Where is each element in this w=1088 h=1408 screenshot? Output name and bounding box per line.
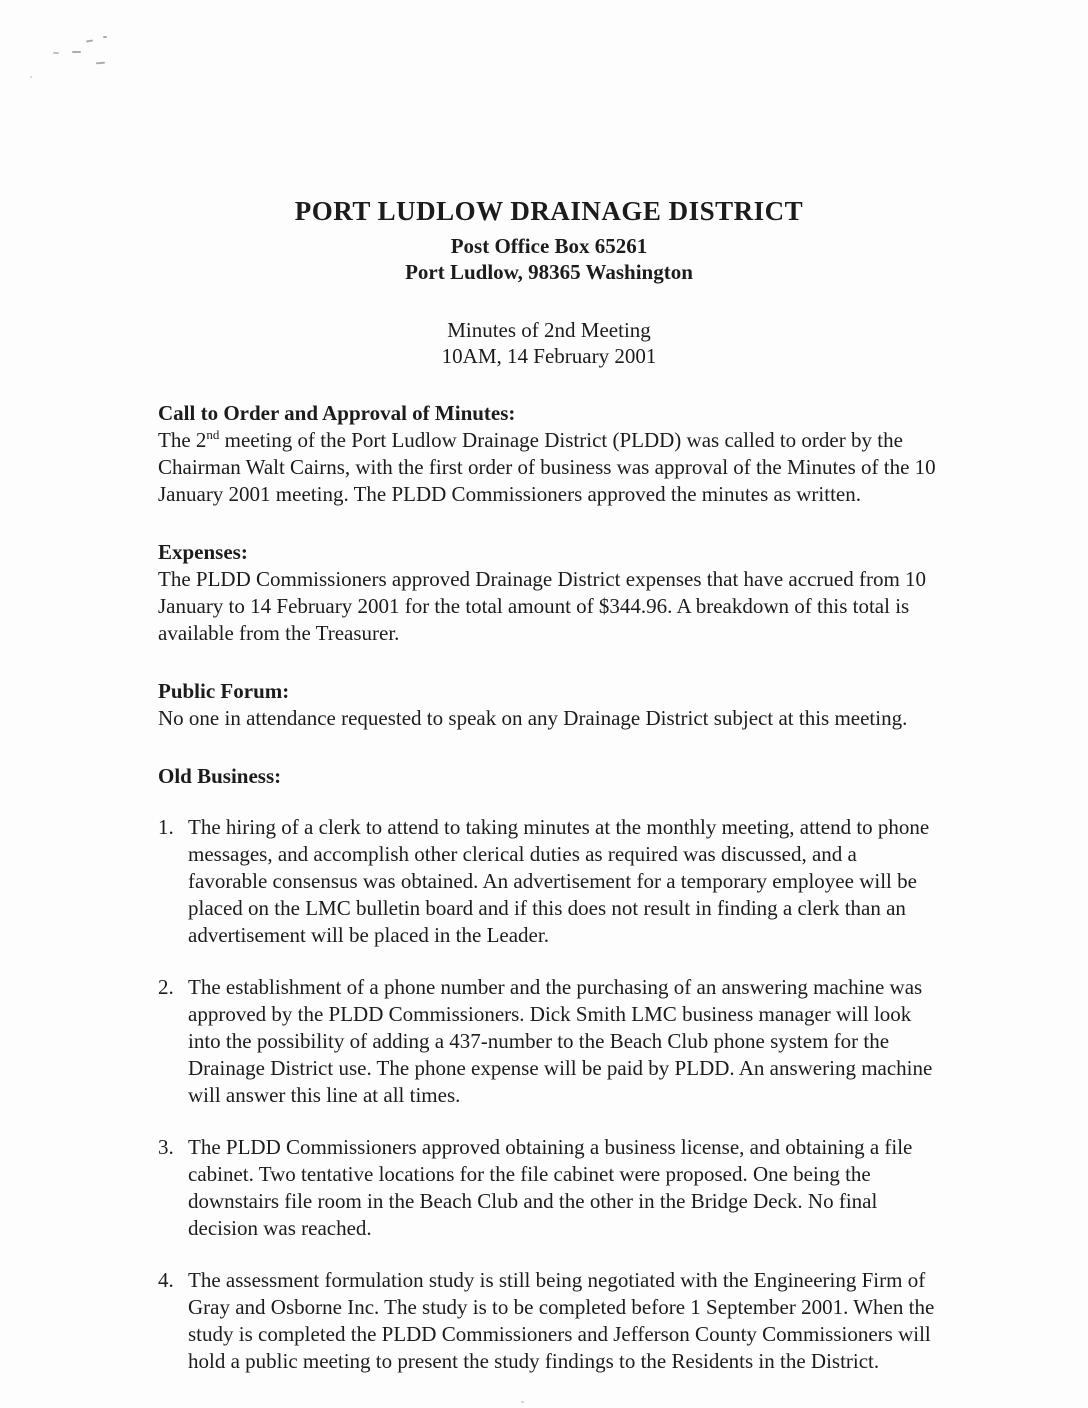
section-heading-expenses: Expenses: bbox=[158, 540, 248, 564]
scan-artifact bbox=[521, 1401, 524, 1403]
meeting-title: Minutes of 2nd Meeting bbox=[447, 318, 651, 342]
scan-artifact bbox=[53, 52, 59, 55]
ordinal-superscript: nd bbox=[206, 427, 220, 442]
body-text: The 2 bbox=[158, 428, 207, 452]
list-item bbox=[158, 1267, 940, 1375]
scan-artifact bbox=[72, 51, 81, 53]
section-call-to-order bbox=[158, 400, 940, 508]
list-item-number: 2. bbox=[158, 975, 174, 999]
address-line-po-box: Post Office Box 65261 bbox=[450, 234, 648, 258]
address-line-city: Port Ludlow, 98365 Washington bbox=[405, 260, 693, 284]
scan-artifact bbox=[96, 62, 105, 65]
document-header bbox=[158, 196, 940, 369]
list-item-number: 1. bbox=[158, 815, 174, 839]
section-heading-old-business: Old Business: bbox=[158, 764, 282, 788]
list-item-text: The hiring of a clerk to attend to taking minutes at the monthly meeting, attend to phone messages, and accomplish other clerical duties as required was discussed, and a favorable consensus was obtained. An advertisement for a temporary employee will be placed on the LMC bulletin board and if this does not result in finding a clerk than an advertisement will be placed in the Leader. bbox=[188, 815, 930, 947]
document-content bbox=[158, 196, 940, 1400]
list-item bbox=[158, 814, 940, 949]
section-body-call-to-order bbox=[158, 427, 940, 508]
body-text: meeting of the Port Ludlow Drainage District (PLDD) was called to order by the Chairman Walt Cairns, with the first order of business was approval of the Minutes of the 10 January 2001 meeting. The PLDD Commissioners approved the minutes as written. bbox=[158, 428, 936, 506]
list-item-text: The assessment formulation study is still being negotiated with the Engineering Firm of Gray and Osborne Inc. The study is to be completed before 1 September 2001. When the study is completed the PLDD Commissioners and Jefferson County Commissioners will hold a public meeting to present the study findings to the Residents in the District. bbox=[188, 1268, 935, 1373]
section-public-forum bbox=[158, 678, 940, 732]
list-item bbox=[158, 974, 940, 1109]
section-heading-public-forum: Public Forum: bbox=[158, 679, 290, 703]
section-body-public-forum: No one in attendance requested to speak on any Drainage District subject at this meeting. bbox=[158, 706, 908, 730]
list-item bbox=[158, 1134, 940, 1242]
list-item-text: The PLDD Commissioners approved obtaining a business license, and obtaining a file cabinet. Two tentative locations for the file cabinet were proposed. One being the downstairs file room in the Beach Club and the other in the Bridge Deck. No final decision was reached. bbox=[188, 1135, 913, 1240]
page-title: PORT LUDLOW DRAINAGE DISTRICT bbox=[294, 196, 804, 226]
list-item-number: 3. bbox=[158, 1135, 174, 1159]
scan-artifact bbox=[86, 40, 93, 43]
old-business-list bbox=[158, 814, 940, 1375]
list-item-number: 4. bbox=[158, 1268, 174, 1292]
list-item-text: The establishment of a phone number and the purchasing of an answering machine was approved by the PLDD Commissioners. Dick Smith LMC business manager will look into the possibility of adding a 437-number to the Beach Club phone system for the Drainage District use. The phone expense will be paid by PLDD. An answering machine will answer this line at all times. bbox=[188, 975, 933, 1107]
section-heading-call-to-order: Call to Order and Approval of Minutes: bbox=[158, 401, 516, 425]
scan-artifact bbox=[30, 76, 32, 78]
section-expenses bbox=[158, 539, 940, 647]
section-old-business bbox=[158, 763, 940, 1375]
scan-artifact bbox=[103, 36, 107, 38]
meeting-datetime: 10AM, 14 February 2001 bbox=[441, 344, 657, 368]
meeting-info bbox=[158, 317, 940, 369]
section-body-expenses: The PLDD Commissioners approved Drainage District expenses that have accrued from 10 January to 14 February 2001 for the total amount of $344.96. A breakdown of this total is available from the Treasurer. bbox=[158, 567, 927, 645]
